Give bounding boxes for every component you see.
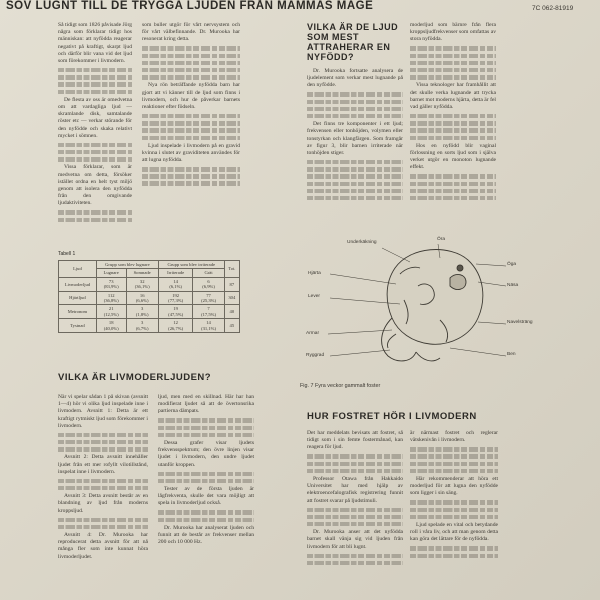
table-row (59, 305, 240, 319)
col4-paragraph: Vissa teknologer har framhållit att det skulle verka lugnande att trycka barnet mot moderns hjärta, detta är fel vad gäller nyfödda. (410, 82, 496, 110)
text-line (410, 546, 498, 550)
text-line (142, 174, 240, 178)
table-cell: 12 (26,7%) (158, 319, 193, 333)
text-line (142, 167, 240, 171)
text-line (158, 510, 254, 514)
text-line (410, 469, 498, 473)
table-header-irriterade: Grupp som blev irriterade (158, 261, 224, 269)
text-line (410, 508, 498, 512)
col2-paragraph: Ljud inspelade i livmodern på en gravid kvinna i slutet av graviditeten användes för att lugna nyfödda. (142, 142, 240, 164)
table-cell: 3 (6,7%) (126, 319, 158, 333)
text-line (307, 107, 403, 111)
table-cell-total: 304 (224, 291, 239, 305)
text-line (410, 554, 498, 558)
section-left-paragraph: Avsnitt 2: Detta avsnitt innehåller ljudet från ett mer rofyllt vilotillstånd, inspelat inne i livmodern. (58, 454, 148, 475)
text-line (142, 181, 240, 185)
text-line (410, 454, 498, 458)
text-line (410, 182, 496, 186)
section-title-womb-sounds: VILKA ÄR LIVMODERLJUDEN? (58, 372, 212, 383)
col2-paragraph: som buller utgör för vårt nervsystem och för vårt välbefinnande. Dr. Murooka har resonerat kring detta. (142, 22, 240, 43)
section-left-column (58, 394, 148, 563)
section-left-paragraph: Avsnitt 4: Dr. Murooka har reproducerat detta avsnitt för att nå många fler som inte kunnat höra livmoderljudet. (58, 531, 148, 560)
text-line (307, 554, 403, 558)
text-line (142, 68, 240, 72)
section-mid-paragraph: ljud, men med en skillnad. Här har han modifierat ljudet så att de övertonsrika partierna dämpats. (158, 394, 254, 415)
text-line (410, 174, 496, 178)
text-line (307, 462, 403, 466)
text-line (58, 82, 132, 86)
text-line (410, 61, 496, 65)
text-line (158, 472, 254, 476)
figure-caption: Fig. 7 Fyra veckor gammalt foster (300, 383, 381, 389)
text-line (58, 210, 132, 214)
table-cell: 14 (31,1%) (193, 319, 224, 333)
table-subheader: Irriterade (158, 269, 193, 277)
text-line (410, 114, 496, 118)
label-oga: Öga (507, 262, 517, 267)
table-cell: 21 (12,5%) (96, 305, 126, 319)
section-right-paragraph: Professor Otawa från Hakkaido Universitet har med hjälp av elektroencefalografisk registrering funnit att fostret svarar på ljudstimuli. (307, 475, 403, 504)
table-header-ljud: Ljud (59, 261, 97, 278)
text-line (410, 128, 496, 132)
table-header-total: Tot. (224, 261, 239, 278)
page-top-title: SOV LUGNT TILL DE TRYGGA LJUDEN FRÅN MAMMAS MAGE (6, 0, 374, 12)
table-cell: 77 (25,3%) (193, 291, 224, 305)
text-line (307, 167, 403, 171)
text-line (307, 100, 403, 104)
fetus-illustration (382, 250, 483, 361)
text-line (307, 522, 403, 526)
column-3 (307, 22, 403, 203)
section-right-paragraph: Dr. Murooka anser att det nyfödda barnet skall vänja sig vid ljuden från livmodern för att bli lugnt. (307, 529, 403, 550)
table-cell: 32 (36,1%) (126, 277, 158, 291)
label-lever: Lever (308, 294, 320, 299)
text-line (307, 174, 403, 178)
label-nasa: Näsa (507, 283, 519, 288)
text-line (307, 92, 403, 96)
text-line (307, 508, 403, 512)
text-line (410, 46, 496, 50)
table-row (59, 277, 240, 291)
col3-paragraph: Dr. Murooka fortsatte analysera de ljudelement som verkar mest lugnande på den nyfödde. (307, 68, 403, 89)
text-line (307, 561, 403, 565)
section-title-fetus-hearing: HUR FOSTRET HÖR I LIVMODERN (307, 411, 477, 422)
section-left-paragraph: Avsnitt 3: Detta avsnitt består av en blandning av ljud från moderns kroppsljud. (58, 493, 148, 514)
text-line (58, 90, 132, 94)
text-line (58, 218, 132, 222)
text-line (142, 54, 240, 58)
text-line (58, 525, 148, 529)
text-line (142, 121, 240, 125)
text-line (410, 136, 496, 140)
text-line (410, 515, 498, 519)
fetus-figure (300, 238, 540, 388)
text-line (58, 440, 148, 444)
text-line (58, 143, 132, 147)
col1-paragraph: Så tidigt som 1826 påvisade Jörg några som förklarar tidigt hos människan: att nyfödda reagerar negativt på kraftigt, skarpt ljud och därför blir vana vid det ljud som förekommer i livmodern. (58, 22, 133, 65)
text-line (307, 515, 403, 519)
table-cell: 7 (17,5%) (193, 305, 224, 319)
column-1 (58, 22, 132, 225)
table-cell: 16 (6,6%) (126, 291, 158, 305)
catalog-number: 7C 062-81919 (532, 5, 574, 12)
section-right-paragraph: Det har meddelats bevisats att fostret, så tidigt som i sin femte fostermånad, kan reagera för ljud. (307, 430, 403, 451)
section-mid-paragraph: Dessa grafer visar ljudets frekvensspektrum; den övre linjen visar ljudet i livmodern, den undre ljudet utanför kroppen. (158, 439, 254, 468)
table-cell: 19 (47,5%) (158, 305, 193, 319)
section-left-paragraph: När vi spelar sådan 1 på skivan (avsnitt 1—4) hör vi olika ljud inspelade inne i livmodern. Avsnitt 1: Detta är ett kraftigt rytmiskt ljud som förekommer i livmodern. (58, 394, 148, 429)
row-label: Livmoderljud (59, 277, 97, 291)
text-line (158, 479, 254, 483)
section-far-right-paragraph: är närmast fostret och reglerar vätskenivån i livmodern. (410, 430, 498, 444)
text-line (142, 75, 240, 79)
text-line (58, 150, 132, 154)
row-label: Hjärtljud (59, 291, 97, 305)
table-cell-total: 87 (224, 277, 239, 291)
text-line (58, 479, 148, 483)
label-armar: Armar (306, 331, 320, 336)
label-ora: Öra (437, 237, 445, 242)
label-navelstrang: Navelsträng (507, 320, 533, 325)
text-line (410, 189, 496, 193)
row-label: Tystnad (59, 319, 97, 333)
section-right-column (307, 430, 403, 568)
section-far-right-paragraph: Ljud spelade en vital och betydande roll i våra liv, och att man genom detta kan göra det lättare för de nyfödda. (410, 521, 498, 543)
section-mid-paragraph: Tester av de första ljuden är lågfrekventa, skulle det vara möjligt att spela in livmoderljud också. (158, 485, 254, 507)
table-cell: 14 (6,1%) (158, 277, 193, 291)
text-line (307, 469, 403, 473)
col1-paragraph: Vissa förklarar, som är medvetna om detta, försöker istället ordna en helt tyst miljö genom att isolera den nyfödda från den omgivande ljudaktiviteten. (58, 164, 132, 207)
section-mid-paragraph: Dr. Murooka har analyserat ljuden och funnit att de består av frekvenser mellan 200 och 10 000 Hz. (158, 524, 254, 546)
label-underkakning: Underkäkning (347, 240, 377, 245)
text-line (307, 160, 403, 164)
text-line (58, 447, 148, 451)
table-cell: 112 (36,8%) (96, 291, 126, 305)
table-cell: 18 (40,0%) (96, 319, 126, 333)
table-row (59, 319, 240, 333)
text-line (307, 196, 403, 200)
table-cell: 6 (6,9%) (193, 277, 224, 291)
table-header-lugnare: Grupp som blev lugnare (96, 261, 158, 269)
table-cell: 73 (83,9%) (96, 277, 126, 291)
table-row (59, 291, 240, 305)
text-line (58, 486, 148, 490)
text-line (142, 128, 240, 132)
text-line (142, 61, 240, 65)
text-line (142, 136, 240, 140)
section-far-right-paragraph: Här rekommenderar att höra ett moderljud för att lugna den nyfödde som ligger i sin säng. (410, 475, 498, 497)
table-title: Tabell 1 (58, 251, 76, 257)
table-cell-total: 45 (224, 319, 239, 333)
text-line (158, 433, 254, 437)
text-line (58, 518, 148, 522)
col2-paragraph: Nya rön beträffande nyfödda barn har gjort att vi känner till de ljud som finns i livmodern, och hur de påverkar barnets reaktioner efter födseln. (142, 82, 240, 110)
text-line (410, 68, 496, 72)
col1-paragraph: De flesta av oss är omedvetna om att vardagliga ljud — skramlande disk, samtalande röster etc — verkar störande för den nyfödde och skaka relativt mycket i sömnen. (58, 96, 132, 139)
table-cell: 192 (77,3%) (158, 291, 193, 305)
table-subheader: Lugnare (96, 269, 126, 277)
section-far-right-column (410, 430, 498, 561)
label-ben: Ben (507, 352, 516, 357)
column-4 (410, 22, 496, 203)
label-hjarta: Hjärta (308, 271, 321, 276)
text-line (307, 454, 403, 458)
results-table (58, 260, 240, 333)
text-line (58, 68, 132, 72)
text-line (307, 189, 403, 193)
label-ryggrad: Ryggrad (306, 353, 325, 358)
text-line (410, 462, 498, 466)
section-mid-column (158, 394, 254, 548)
text-line (307, 182, 403, 186)
column-2 (142, 22, 240, 189)
text-line (410, 75, 496, 79)
text-line (158, 518, 254, 522)
col3-paragraph: Det finns tre komponenter i ett ljud; frekvensen eller tonhöjden, volymen eller tonstyrkan och klangfärgen. Som framgår av figur 3, blir barnen irriterade när tonhöjden stiger. (307, 121, 403, 156)
text-line (307, 114, 403, 118)
text-line (158, 426, 254, 430)
col4-paragraph: moderljud som bärnre från flera kroppsljudfrekvenser som omfattas av stora nyfödda. (410, 22, 496, 43)
text-line (410, 196, 496, 200)
text-line (58, 433, 148, 437)
text-line (410, 121, 496, 125)
row-label: Metronom (59, 305, 97, 319)
text-line (410, 54, 496, 58)
table-cell-total: 40 (224, 305, 239, 319)
section-title-sounds: VILKA ÄR DE LJUD SOM MEST ATTRAHERAR EN NYFÖDD? (307, 22, 399, 62)
text-line (410, 447, 498, 451)
text-line (58, 157, 132, 161)
table-subheader: Somnade (126, 269, 158, 277)
text-line (158, 418, 254, 422)
table-subheader: Grät (193, 269, 224, 277)
text-line (58, 75, 132, 79)
text-line (142, 114, 240, 118)
text-line (410, 500, 498, 504)
table-cell: 3 (1,8%) (126, 305, 158, 319)
col4-paragraph: Hos en nyfödd blir vaginal förlossning en sorts ljud som i själva verket utgör en monoton lugnande effekt. (410, 142, 496, 171)
text-line (142, 46, 240, 50)
